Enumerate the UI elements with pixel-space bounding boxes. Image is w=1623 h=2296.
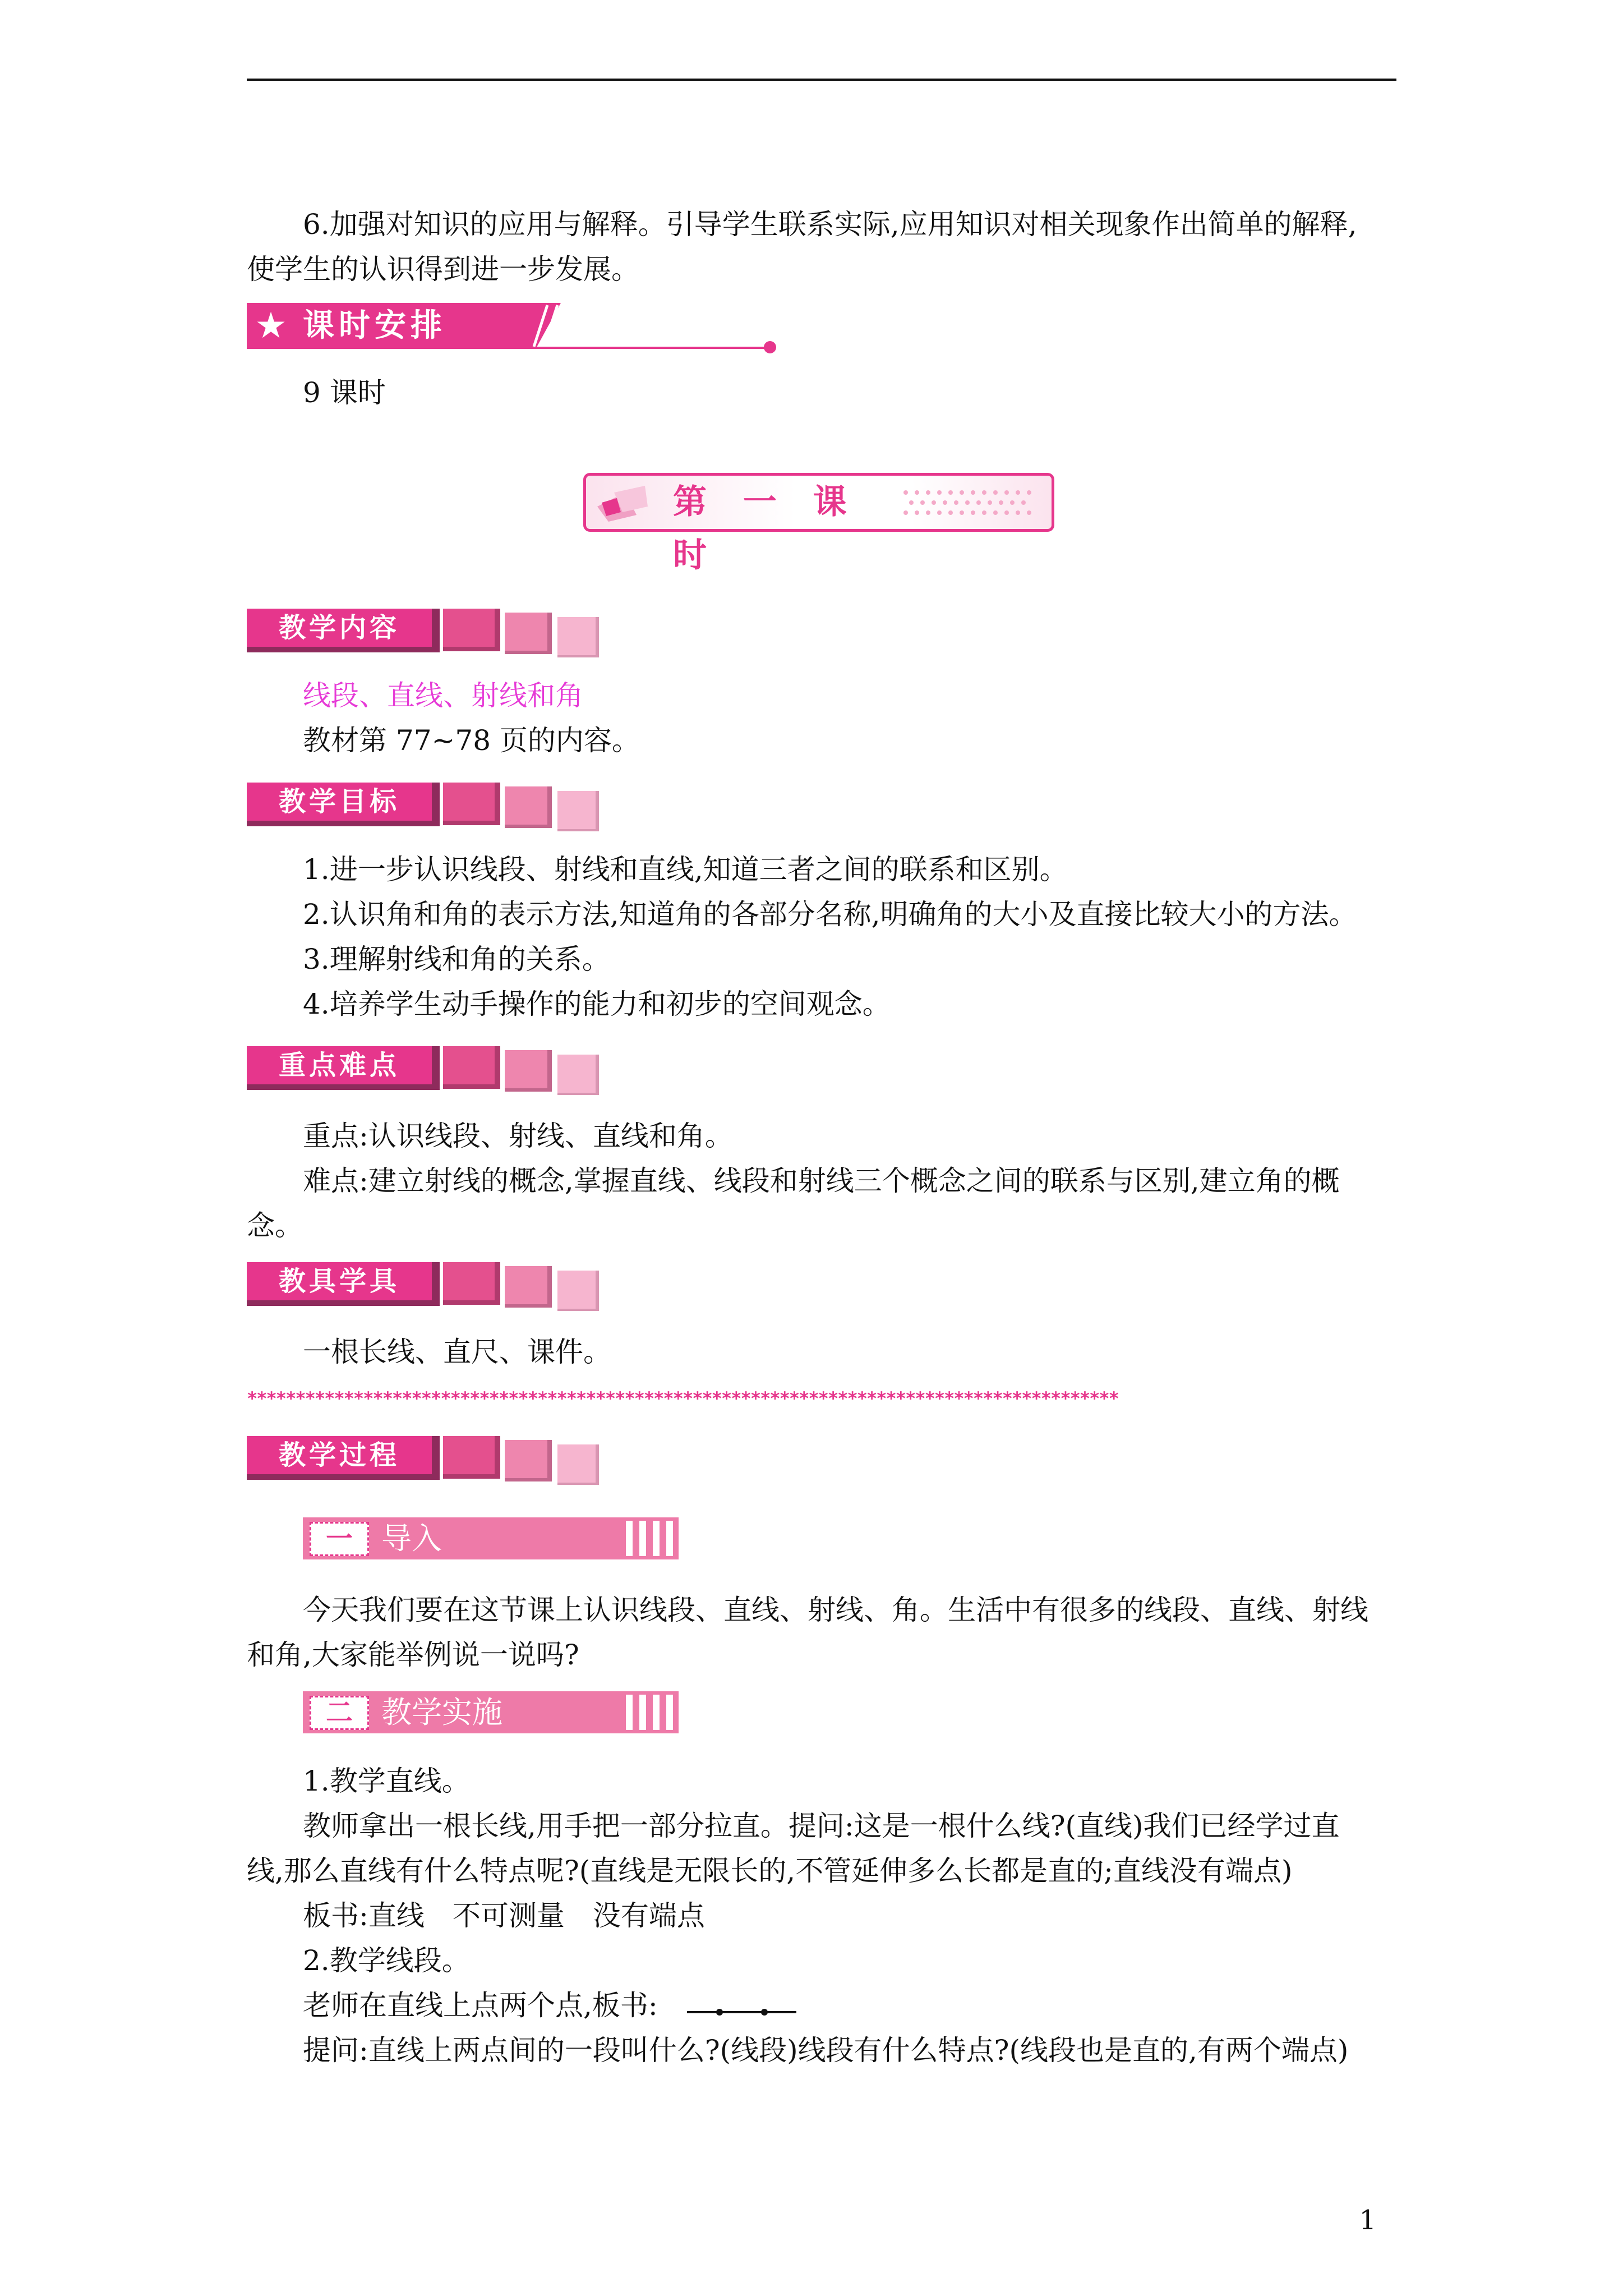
step-title: 教学实施 bbox=[381, 1695, 502, 1730]
goal-item: 2.认识角和角的表示方法,知道角的各部分名称,明确角的大小及直接比较大小的方法。 bbox=[303, 898, 1357, 931]
section-deco-square bbox=[505, 786, 552, 828]
section-deco-square bbox=[443, 609, 500, 651]
lesson-title: 第 一 课 时 bbox=[673, 482, 859, 575]
schedule-dot bbox=[764, 341, 776, 353]
section-label-process: 教学过程 bbox=[247, 1436, 440, 1480]
section-deco-square bbox=[505, 1440, 552, 1481]
intro-step-line-1: 今天我们要在这节课上认识线段、直线、射线、角。生活中有很多的线段、直线、射线 bbox=[303, 1594, 1368, 1626]
schedule-text: 9 课时 bbox=[303, 376, 386, 409]
step-banner-intro bbox=[303, 1517, 679, 1559]
section-deco-square bbox=[557, 1444, 599, 1485]
teaching-line: 板书:直线 不可测量 没有端点 bbox=[303, 1899, 705, 1932]
keypoint-key: 重点:认识线段、射线、直线和角。 bbox=[303, 1120, 733, 1152]
tools-text: 一根长线、直尺、课件。 bbox=[303, 1336, 611, 1368]
page-number: 1 bbox=[1359, 2205, 1376, 2236]
section-deco-square bbox=[505, 613, 552, 654]
content-topic: 线段、直线、射线和角 bbox=[303, 679, 583, 712]
stripes-decoration bbox=[624, 1521, 674, 1556]
section-label-tools: 教具学具 bbox=[247, 1262, 440, 1306]
section-deco-square bbox=[557, 1055, 599, 1095]
teaching-line: 线,那么直线有什么特点呢?(直线是无限长的,不管延伸多么长都是直的;直线没有端点) bbox=[247, 1855, 1293, 1887]
star-icon: ★ bbox=[255, 305, 287, 347]
step-number: 二 bbox=[310, 1696, 369, 1730]
section-deco-square bbox=[443, 1262, 500, 1305]
step-title: 导入 bbox=[381, 1521, 442, 1556]
schedule-banner-title: 课时安排 bbox=[303, 307, 446, 344]
keypoint-difficult-2: 念。 bbox=[247, 1209, 303, 1242]
stripes-decoration bbox=[624, 1695, 674, 1730]
content-pages: 教材第 77~78 页的内容。 bbox=[303, 724, 640, 757]
teaching-line: 提问:直线上两点间的一段叫什么?(线段)线段有什么特点?(线段也是直的,有两个端点) bbox=[303, 2034, 1349, 2067]
stripes-decoration bbox=[522, 303, 561, 349]
step-banner-teaching bbox=[303, 1691, 679, 1733]
intro-line-1: 6.加强对知识的应用与解释。引导学生联系实际,应用知识对相关现象作出简单的解释, bbox=[303, 208, 1357, 241]
section-deco-square bbox=[557, 791, 599, 831]
section-deco-square bbox=[443, 783, 500, 825]
section-deco-square bbox=[557, 617, 599, 657]
teaching-line: 1.教学直线。 bbox=[303, 1765, 470, 1797]
lesson-banner-decoration bbox=[592, 481, 659, 523]
teaching-line: 老师在直线上点两个点,板书: bbox=[303, 1989, 658, 2022]
section-deco-square bbox=[443, 1436, 500, 1479]
schedule-underline bbox=[247, 347, 768, 349]
header-rule bbox=[247, 79, 1396, 81]
keypoint-difficult-1: 难点:建立射线的概念,掌握直线、线段和射线三个概念之间的联系与区别,建立角的概 bbox=[303, 1165, 1340, 1197]
line-segment-diagram bbox=[687, 1994, 799, 2017]
teaching-line: 2.教学线段。 bbox=[303, 1944, 470, 1977]
intro-line-2: 使学生的认识得到进一步发展。 bbox=[247, 253, 639, 286]
goal-item: 1.进一步认识线段、射线和直线,知道三者之间的联系和区别。 bbox=[303, 853, 1068, 886]
section-deco-square bbox=[505, 1266, 552, 1308]
intro-step-line-2: 和角,大家能举例说一说吗? bbox=[247, 1639, 579, 1671]
goal-item: 3.理解射线和角的关系。 bbox=[303, 943, 610, 976]
goal-item: 4.培养学生动手操作的能力和初步的空间观念。 bbox=[303, 988, 891, 1020]
teaching-line: 教师拿出一根长线,用手把一部分拉直。提问:这是一根什么线?(直线)我们已经学过直 bbox=[303, 1810, 1340, 1842]
section-label-content: 教学内容 bbox=[247, 609, 440, 652]
section-label-goals: 教学目标 bbox=[247, 783, 440, 826]
step-number: 一 bbox=[310, 1522, 369, 1556]
section-label-keypoints: 重点难点 bbox=[247, 1046, 440, 1090]
section-deco-square bbox=[557, 1271, 599, 1311]
lesson-banner-dots bbox=[900, 487, 1040, 518]
section-deco-square bbox=[443, 1046, 500, 1089]
section-deco-square bbox=[505, 1050, 552, 1092]
star-separator: ****************************************************************************************** bbox=[247, 1390, 1118, 1407]
